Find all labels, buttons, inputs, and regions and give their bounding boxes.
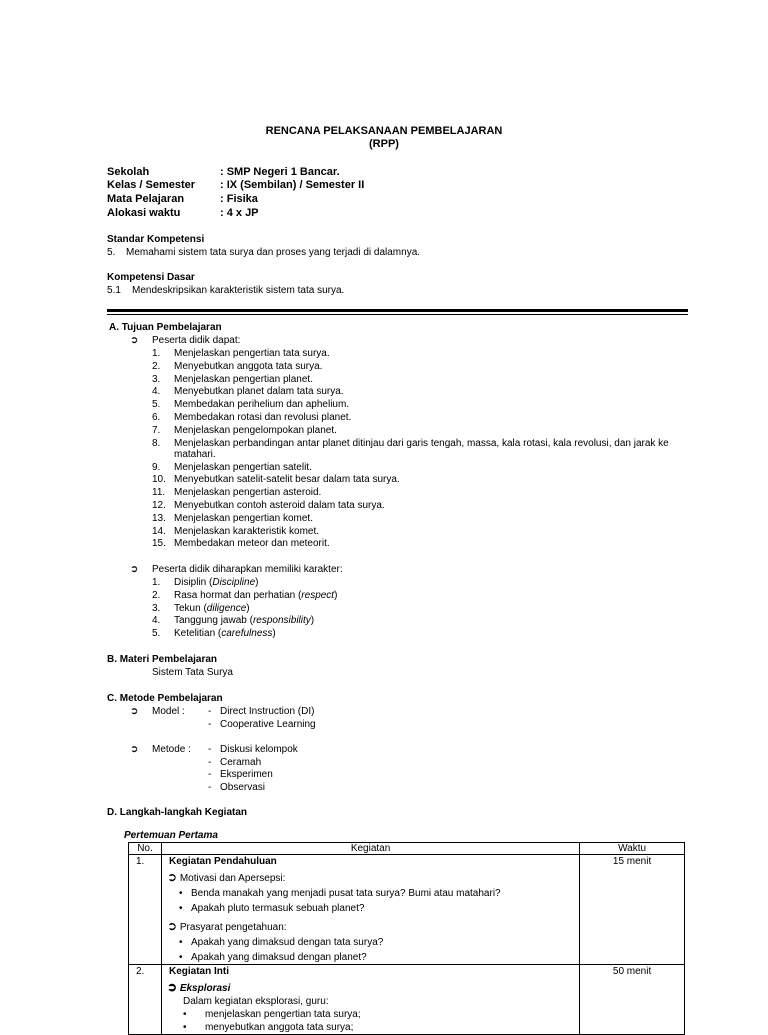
identity-value: : 4 x JP bbox=[220, 207, 259, 219]
list-item: Ceramah bbox=[220, 756, 262, 768]
list-item: Menjelaskan pengertian tata surya. bbox=[174, 348, 330, 359]
list-item-number: 14. bbox=[152, 525, 166, 537]
sk-number: 5. bbox=[107, 247, 116, 258]
identity-value: : Fisika bbox=[220, 193, 258, 205]
row-title: Kegiatan Inti bbox=[168, 966, 229, 977]
arrow-bullet-icon: ➲ bbox=[130, 564, 139, 575]
identity-label: Mata Pelajaran bbox=[107, 193, 185, 205]
karakter-text: Ketelitian ( bbox=[174, 628, 222, 640]
metode-label: Metode : bbox=[152, 744, 191, 755]
list-item-number: 9. bbox=[152, 461, 161, 473]
row-waktu: 15 menit bbox=[612, 856, 652, 867]
sub-intro: Dalam kegiatan eksplorasi, guru: bbox=[182, 996, 329, 1007]
karakter-close: ) bbox=[272, 628, 276, 640]
list-item: Menjelaskan karakteristik komet. bbox=[174, 525, 320, 537]
list-item: Membedakan meteor dan meteorit. bbox=[174, 538, 330, 550]
arrow-bullet-icon: ➲ bbox=[130, 744, 139, 755]
col-waktu-header: Waktu bbox=[580, 843, 685, 855]
divider-thin bbox=[107, 314, 688, 315]
list-item: • Benda manakah yang menjadi pusat tata surya? Bumi atau matahari? bbox=[178, 888, 501, 899]
tujuan-heading: A. Tujuan Pembelajaran bbox=[109, 322, 222, 333]
table-header-row bbox=[129, 843, 685, 855]
kegiatan-table bbox=[128, 842, 685, 1035]
list-item-number: 1. bbox=[152, 577, 161, 588]
list-item-number: 13. bbox=[152, 512, 166, 524]
document-title: RENCANA PELAKSANAAN PEMBELAJARAN bbox=[265, 125, 503, 137]
identity-value: : SMP Negeri 1 Bancar. bbox=[220, 166, 340, 178]
sub-heading-text: Eksplorasi bbox=[179, 983, 231, 994]
karakter-close: ) bbox=[334, 589, 338, 601]
sub-heading bbox=[165, 981, 576, 995]
divider-thick bbox=[107, 309, 688, 312]
sub-heading-text: Motivasi dan Apersepsi: bbox=[179, 873, 286, 884]
list-item: Menjelaskan pengertian asteroid. bbox=[174, 487, 322, 499]
list-item: Menjelaskan pengertian komet. bbox=[174, 512, 313, 524]
karakter-text: Tanggung jawab ( bbox=[174, 615, 253, 627]
identity-label: Kelas / Semester bbox=[107, 179, 196, 191]
karakter-close: ) bbox=[246, 602, 250, 614]
identity-label: Sekolah bbox=[107, 166, 150, 178]
table-row bbox=[129, 965, 685, 1035]
list-item-number: 11. bbox=[152, 487, 166, 499]
document-subtitle: (RPP) bbox=[369, 138, 399, 150]
arrow-bullet-icon: ➲ bbox=[166, 870, 178, 884]
dash-bullet: - bbox=[208, 781, 212, 793]
arrow-bullet-icon: ➲ bbox=[130, 706, 139, 717]
identity-label: Alokasi waktu bbox=[107, 207, 181, 219]
materi-text: Sistem Tata Surya bbox=[152, 667, 233, 678]
row-number: 1. bbox=[136, 856, 145, 867]
list-item: Observasi bbox=[220, 781, 266, 793]
list-item bbox=[174, 614, 314, 627]
list-item-number: 4. bbox=[152, 386, 161, 398]
list-item bbox=[174, 576, 258, 589]
list-item: Menjelaskan perbandingan antar planet ditinjau dari garis tengah, massa, kala rotasi, kala revolusi, dan jarak ke bbox=[174, 437, 669, 449]
arrow-bullet-icon: ➲ bbox=[166, 919, 178, 933]
list-item-number: 1. bbox=[152, 348, 161, 359]
materi-heading: B. Materi Pembelajaran bbox=[107, 654, 218, 665]
list-item: Menyebutkan planet dalam tata surya. bbox=[174, 386, 344, 398]
model-label: Model : bbox=[152, 706, 185, 717]
list-item-number: 2. bbox=[152, 589, 161, 601]
table-row bbox=[129, 855, 685, 965]
karakter-text: Disiplin ( bbox=[174, 577, 213, 588]
sk-text: Memahami sistem tata surya dan proses yang terjadi di dalamnya. bbox=[126, 247, 421, 258]
tujuan-intro: Peserta didik dapat: bbox=[152, 335, 241, 346]
list-item: Menyebutkan contoh asteroid dalam tata surya. bbox=[174, 500, 385, 511]
sub-heading bbox=[165, 871, 576, 885]
list-item-number: 15. bbox=[152, 538, 166, 550]
karakter-intro: Peserta didik diharapkan memiliki karakter: bbox=[152, 564, 343, 575]
list-item: Direct Instruction (DI) bbox=[220, 706, 315, 717]
karakter-text: Rasa hormat dan perhatian ( bbox=[174, 589, 302, 601]
list-item: Membedakan perihelium dan aphelium. bbox=[174, 399, 350, 411]
list-item bbox=[174, 602, 250, 615]
karakter-english: Discipline bbox=[212, 577, 256, 588]
langkah-heading: D. Langkah-langkah Kegiatan bbox=[107, 807, 248, 818]
karakter-text: Tekun ( bbox=[174, 602, 207, 614]
list-item: Membedakan rotasi dan revolusi planet. bbox=[174, 412, 352, 423]
sub-heading bbox=[165, 920, 576, 934]
list-item: Menjelaskan pengertian satelit. bbox=[174, 461, 312, 473]
list-item-number: 2. bbox=[152, 360, 161, 372]
karakter-close: ) bbox=[255, 577, 259, 588]
row-title: Kegiatan Pendahuluan bbox=[168, 856, 277, 867]
list-item bbox=[174, 589, 337, 602]
arrow-bullet-icon: ➲ bbox=[130, 335, 139, 346]
sub-heading-text: Prasyarat pengetahuan: bbox=[179, 922, 287, 933]
list-item-number: 5. bbox=[152, 399, 161, 411]
arrow-bullet-icon: ➲ bbox=[166, 980, 178, 994]
sk-heading: Standar Kompetensi bbox=[107, 234, 205, 245]
kd-number: 5.1 bbox=[107, 285, 121, 296]
identity-value: : IX (Sembilan) / Semester II bbox=[220, 179, 365, 191]
row-waktu: 50 menit bbox=[612, 966, 652, 977]
list-item-number: 7. bbox=[152, 424, 161, 436]
dash-bullet: - bbox=[208, 756, 212, 768]
list-item: • menjelaskan pengertian tata surya; bbox=[182, 1009, 361, 1020]
list-item-number: 10. bbox=[152, 474, 166, 486]
list-item-number: 8. bbox=[152, 437, 161, 449]
kd-text: Mendeskripsikan karakteristik sistem tata surya. bbox=[132, 285, 345, 296]
list-item: Eksperimen bbox=[220, 769, 273, 780]
list-item-number: 3. bbox=[152, 373, 161, 385]
karakter-english: responsibility bbox=[252, 615, 311, 627]
list-item: Menyebutkan satelit-satelit besar dalam tata surya. bbox=[174, 474, 400, 486]
list-item: Menjelaskan pengelompokan planet. bbox=[174, 424, 337, 436]
list-item-number: 3. bbox=[152, 602, 161, 614]
list-item: Cooperative Learning bbox=[220, 718, 316, 730]
list-item: • menyebutkan anggota tata surya; bbox=[182, 1022, 354, 1033]
karakter-close: ) bbox=[310, 615, 315, 627]
dash-bullet: - bbox=[208, 706, 212, 717]
list-item: • Apakah pluto termasuk sebuah planet? bbox=[178, 903, 365, 914]
list-item: Diskusi kelompok bbox=[220, 744, 298, 755]
pertemuan-label: Pertemuan Pertama bbox=[124, 830, 218, 841]
row-number: 2. bbox=[136, 966, 145, 977]
col-kegiatan-header: Kegiatan bbox=[161, 843, 579, 855]
kd-heading: Kompetensi Dasar bbox=[107, 272, 195, 283]
list-item-number: 4. bbox=[152, 615, 161, 627]
karakter-english: diligence bbox=[206, 602, 247, 614]
list-item-number: 6. bbox=[152, 412, 161, 423]
list-item: • Apakah yang dimaksud dengan tata surya? bbox=[178, 937, 384, 948]
list-item-continued: matahari. bbox=[174, 448, 216, 460]
list-item: Menyebutkan anggota tata surya. bbox=[174, 360, 323, 372]
list-item bbox=[174, 627, 276, 640]
list-item: • Apakah yang dimaksud dengan planet? bbox=[178, 952, 367, 963]
dash-bullet: - bbox=[208, 744, 212, 755]
metode-heading: C. Metode Pembelajaran bbox=[107, 693, 223, 704]
dash-bullet: - bbox=[208, 769, 212, 780]
list-item-number: 12. bbox=[152, 500, 166, 511]
dash-bullet: - bbox=[208, 718, 212, 730]
col-no-header: No. bbox=[129, 843, 162, 855]
karakter-english: carefulness bbox=[221, 628, 273, 640]
karakter-english: respect bbox=[301, 589, 335, 601]
list-item: Menjelaskan pengertian planet. bbox=[174, 373, 313, 385]
list-item-number: 5. bbox=[152, 628, 161, 640]
